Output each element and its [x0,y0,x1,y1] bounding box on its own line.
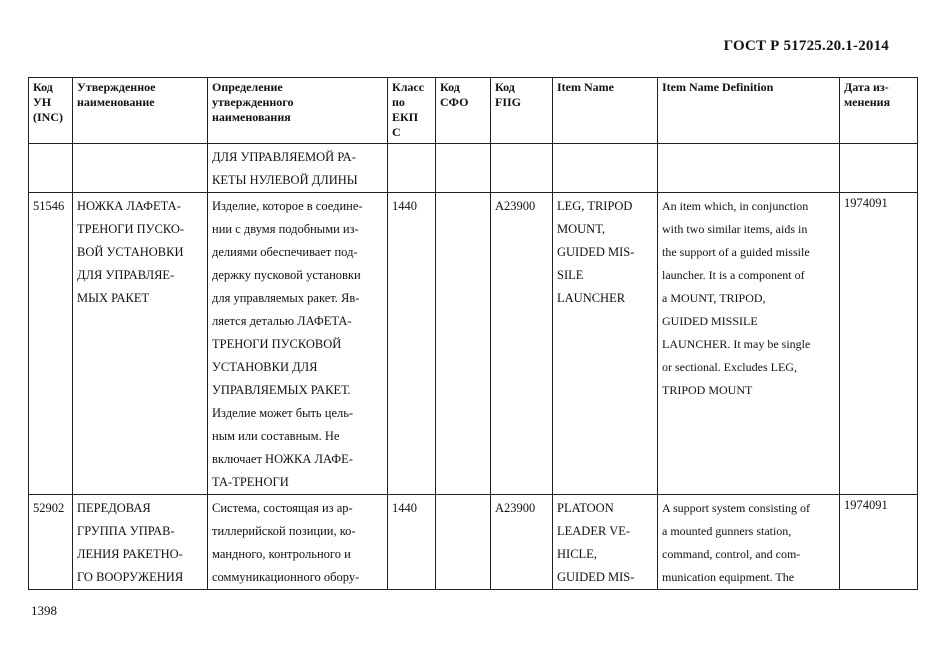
text-line: LAUNCHER. It may be single [662,337,811,351]
item-name-definition-cell [658,495,840,590]
column-header-line: (INC) [33,110,63,124]
text-line: держку пусковой установки [212,268,361,282]
text-line: TRIPOD MOUNT [662,383,753,397]
column-header-line: Код [440,80,460,94]
text-line: A support system consisting of [662,501,811,515]
class-cell [388,495,436,590]
text-line: ТА-ТРЕНОГИ [212,475,289,489]
document-id-header: ГОСТ Р 51725.20.1-2014 [723,38,889,54]
column-header-line: СФО [440,95,469,109]
text-line: a MOUNT, TRIPOD, [662,291,766,305]
class-cell [388,193,436,495]
text-line: НОЖКА ЛАФЕТА- [77,199,181,213]
column-header-line: Item Name Definition [662,80,774,94]
column-header-line: FIIG [495,95,522,109]
text-line: munication equipment. The [662,570,795,584]
item-name-cell [553,495,658,590]
fiig-cell [491,495,553,590]
text-line: with two similar items, aids in [662,222,808,236]
column-header-line: ЕКП [392,110,419,124]
text-line: УПРАВЛЯЕМЫХ РАКЕТ. [212,383,351,397]
text-line: Изделие, которое в соедине- [212,199,363,213]
cell-empty [73,144,208,193]
cell-empty [553,144,658,193]
text-line: or sectional. Excludes LEG, [662,360,797,374]
column-header-line: по [392,95,405,109]
text-line: КЕТЫ НУЛЕВОЙ ДЛИНЫ [212,173,358,187]
text-line: для управляемых ракет. Яв- [212,291,360,305]
name-definition-cell [208,495,388,590]
fiig-code: A23900 [495,501,536,515]
name-definition-cell [208,193,388,495]
column-header-item-name [553,78,658,144]
change-date: 1974091 [844,196,888,210]
text-line: делиями обеспечивает под- [212,245,358,259]
text-line: нии с двумя подобными из- [212,222,359,236]
column-header-line: утвержденного [212,95,294,109]
change-date: 1974091 [844,498,888,512]
column-header-line: Дата из- [844,80,889,94]
inc-code: 52902 [33,501,65,515]
cell-empty [840,144,918,193]
text-line: ным или составным. Не [212,429,340,443]
sfo-code [440,195,486,218]
text-line: PLATOON [557,501,614,515]
text-line: ВОЙ УСТАНОВКИ [77,245,184,259]
text-line: ГО ВООРУЖЕНИЯ [77,570,184,584]
item-name-cell [553,193,658,495]
text-line: ТРЕНОГИ ПУСКОВОЙ [212,337,342,351]
text-line: ДЛЯ УПРАВЛЯЕМОЙ РА- [212,150,356,164]
text-line: SILE [557,268,584,282]
text-line: launcher. It is a component of [662,268,805,282]
text-line: включает НОЖКА ЛАФЕ- [212,452,353,466]
text-line: мандного, контрольного и [212,547,351,561]
fiig-cell [491,193,553,495]
table-row [29,193,918,495]
column-header-line: менения [844,95,891,109]
nomenclature-table [28,77,918,590]
column-header-line: наименования [212,110,291,124]
cell-empty [388,144,436,193]
table-row [29,495,918,590]
sfo-cell [436,495,491,590]
text-line: An item which, in conjunction [662,199,809,213]
text-line: Система, состоящая из ар- [212,501,353,515]
cell-empty [29,144,73,193]
text-line: command, control, and com- [662,547,801,561]
text-line: ГРУППА УПРАВ- [77,524,175,538]
column-header-name-definition [208,78,388,144]
column-header-item-name-definition [658,78,840,144]
text-line: GUIDED MISSILE [662,314,758,328]
approved-name-cell [73,495,208,590]
table-row-continuation [29,144,918,193]
column-header-line: Класс [392,80,425,94]
cell-empty [436,144,491,193]
text-line: тиллерийской позиции, ко- [212,524,356,538]
column-header-line: С [392,125,401,139]
column-header-line: Код [33,80,53,94]
text-line: LAUNCHER [557,291,626,305]
sfo-code [440,497,486,520]
cell-empty [658,144,840,193]
text-line: GUIDED MIS- [557,245,635,259]
column-header-line: Утвержденное [77,80,156,94]
inc-code-cell [29,495,73,590]
text-line: Изделие может быть цель- [212,406,354,420]
text-line: LEADER VE- [557,524,631,538]
text-line: УСТАНОВКИ ДЛЯ [212,360,318,374]
inc-code: 51546 [33,199,65,213]
column-header-inc [29,78,73,144]
column-header-line: Определение [212,80,283,94]
text-line: ляется деталью ЛАФЕТА- [212,314,352,328]
text-line: ПЕРЕДОВАЯ [77,501,151,515]
approved-name-cell [73,193,208,495]
text-line: ТРЕНОГИ ПУСКО- [77,222,185,236]
table-header-row [29,78,918,144]
text-line: HICLE, [557,547,597,561]
text-line: GUIDED MIS- [557,570,635,584]
text-line: ДЛЯ УПРАВЛЯЕ- [77,268,175,282]
fiig-code: A23900 [495,199,536,213]
class-code: 1440 [392,501,417,515]
column-header-sfo-code [436,78,491,144]
item-name-definition-cell [658,193,840,495]
page-number: 1398 [31,603,57,618]
text-line: LEG, TRIPOD [557,199,633,213]
change-date-cell [840,193,918,495]
text-line: ЛЕНИЯ РАКЕТНО- [77,547,183,561]
column-header-class [388,78,436,144]
text-line: the support of a guided missile [662,245,810,259]
class-code: 1440 [392,199,417,213]
column-header-fiig-code [491,78,553,144]
column-header-line: наименование [77,95,155,109]
column-header-line: Код [495,80,515,94]
text-line: MOUNT, [557,222,606,236]
column-header-approved-name [73,78,208,144]
column-header-change-date [840,78,918,144]
column-header-line: Item Name [557,80,614,94]
sfo-cell [436,193,491,495]
text-line: соммуникационного обору- [212,570,360,584]
inc-code-cell [29,193,73,495]
text-line: a mounted gunners station, [662,524,792,538]
cell-empty [491,144,553,193]
continuation-definition-cell [208,144,388,193]
column-header-line: УН [33,95,52,109]
change-date-cell [840,495,918,590]
text-line: МЫХ РАКЕТ [77,291,150,305]
